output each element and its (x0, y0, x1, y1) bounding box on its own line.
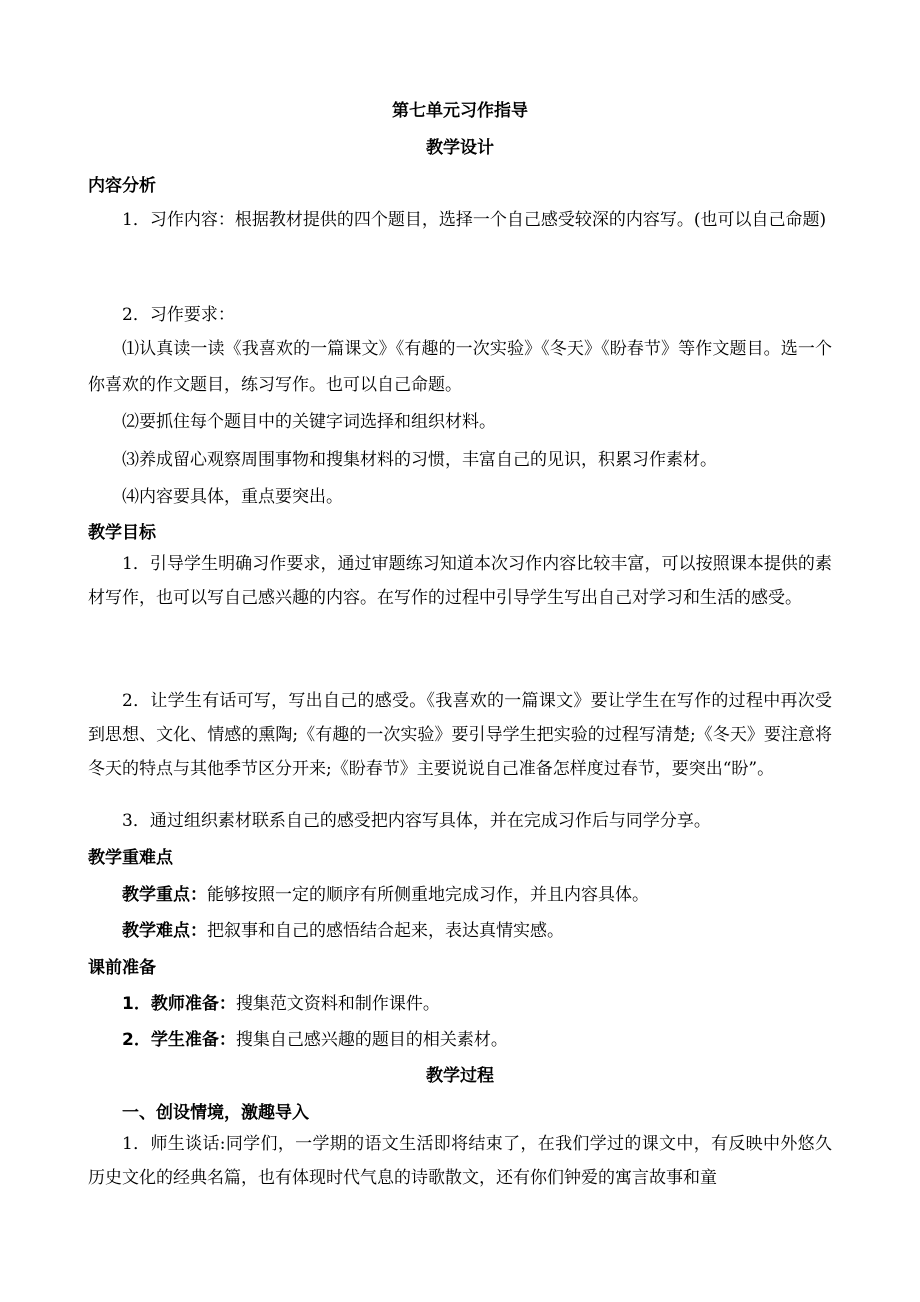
paragraph-writing-content: 1．习作内容：根据教材提供的四个题目，选择一个自己感受较深的内容写。(也可以自己命题) (122, 210, 827, 230)
teacher-preparation-text: 搜集范文资料和制作课件。 (235, 994, 440, 1014)
section-heading-content-analysis: 内容分析 (88, 176, 156, 196)
teaching-difficulty (122, 916, 832, 941)
teaching-goal-3: 3．通过组织素材联系自己的感受把内容写具体，并在完成习作后与同学分享。 (122, 811, 711, 831)
teaching-difficulty-label: 教学难点： (122, 921, 207, 941)
requirement-item-2: ⑵要抓住每个题目中的关键字词选择和组织材料。 (122, 412, 496, 432)
requirement-item-4: ⑷内容要具体，重点要突出。 (122, 487, 343, 507)
teaching-goal-1: 1．引导学生明确习作要求，通过审题练习知道本次习作内容比较丰富，可以按照课本提供的素材写作，也可以写自己感兴趣的内容。在写作的过程中引导学生写出自己对学习和生活的感受。 (88, 554, 832, 608)
section-heading-preparation: 课前准备 (88, 958, 156, 978)
requirement-item-3: ⑶养成留心观察周围事物和搜集材料的习惯，丰富自己的见识，积累习作素材。 (122, 450, 717, 470)
teaching-focus-label: 教学重点： (122, 885, 207, 905)
paragraph-writing-requirements: 2．习作要求： (122, 305, 235, 325)
teaching-focus-text: 能够按照一定的顺序有所侧重地完成习作，并且内容具体。 (207, 885, 649, 905)
document-title: 第七单元习作指导 (392, 101, 528, 121)
section-heading-process: 教学过程 (426, 1066, 494, 1086)
teacher-preparation-label: 1．教师准备： (122, 994, 236, 1014)
teacher-preparation (122, 989, 832, 1014)
document-subtitle: 教学设计 (426, 138, 494, 158)
process-step-1-heading: 一、创设情境，激趣导入 (122, 1103, 309, 1123)
teaching-focus (122, 880, 832, 905)
student-preparation (122, 1025, 832, 1050)
teaching-goal-2: 2．让学生有话可写，写出自己的感受。《我喜欢的一篇课文》要让学生在写作的过程中再次受到思想、文化、情感的熏陶;《有趣的一次实验》要引导学生把实验的过程写清楚;《冬天》要注意将冬天的特点与其他季节区分开来;《盼春节》主要说说自己准备怎样度过春节，要突出“盼”。 (88, 691, 832, 779)
requirement-item-1: ⑴认真读一读《我喜欢的一篇课文》《有趣的一次实验》《冬天》《盼春节》等作文题目。选一个你喜欢的作文题目，练习写作。也可以自己命题。 (88, 339, 832, 395)
teaching-difficulty-text: 把叙事和自己的感悟结合起来，表达真情实感。 (207, 921, 564, 941)
process-step-1-paragraph: 1．师生谈话:同学们，一学期的语文生活即将结束了，在我们学过的课文中，有反映中外悠久历史文化的经典名篇，也有体现时代气息的诗歌散文，还有你们钟爱的寓言故事和童 (88, 1134, 832, 1188)
section-heading-teaching-goals: 教学目标 (88, 523, 156, 543)
section-heading-key-points: 教学重难点 (88, 848, 173, 868)
student-preparation-text: 搜集自己感兴趣的题目的相关素材。 (235, 1030, 508, 1050)
student-preparation-label: 2．学生准备： (122, 1030, 236, 1050)
